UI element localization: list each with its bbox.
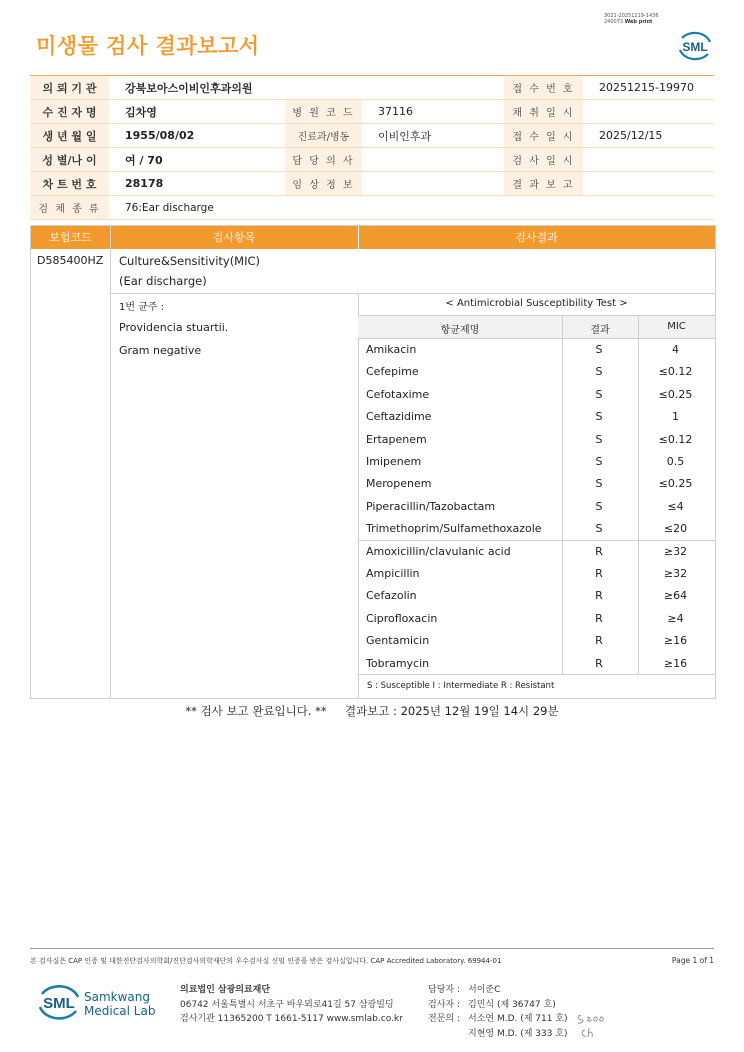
insurance-code: D585400HZ — [37, 254, 104, 267]
patient-name-label: 수 진 자 명 — [30, 100, 109, 124]
info-row — [30, 100, 714, 124]
mic-value: ≥64 — [663, 589, 688, 603]
susceptibility-result: S — [595, 455, 603, 468]
contact-info: 검사기관 11365200 T 1661-5117 www.smlab.co.kr — [180, 1014, 403, 1024]
examiner-name: 김민식 (제 36747 호) — [468, 1000, 556, 1010]
ast-column-header — [358, 316, 715, 338]
organism-name: Providencia stuartii. — [119, 321, 229, 334]
completion-text: ** 검사 보고 완료입니다. ** — [185, 704, 327, 718]
header-test-item: 검사항목 — [212, 231, 256, 244]
document-code-line2: 240073 — [604, 19, 624, 25]
drug-name: Cefepime — [366, 365, 419, 379]
result-report-value — [583, 172, 714, 196]
header-divider — [358, 226, 359, 249]
drug-name: Meropenem — [366, 477, 432, 491]
test-name: Culture&Sensitivity(MIC) — [119, 254, 261, 268]
specimen-label: 검 체 종 류 — [30, 196, 109, 220]
result-report-label: 결 과 보 고 — [504, 172, 583, 196]
drug-name: Ertapenem — [366, 432, 427, 446]
mic-value: ≤4 — [667, 499, 684, 513]
hospital-code-label: 병 원 코 드 — [285, 100, 362, 124]
sex-age-value: 여 / 70 — [109, 148, 285, 172]
ast-row — [357, 472, 714, 494]
footer-divider — [30, 948, 714, 949]
document-code — [604, 13, 659, 25]
susceptibility-result: R — [595, 567, 603, 580]
dept-label: 진료과/병동 — [285, 124, 362, 148]
ast-row — [357, 607, 714, 629]
info-row — [30, 196, 714, 220]
info-row — [30, 172, 714, 196]
doctor-label: 담 당 의 사 — [285, 148, 362, 172]
info-row — [30, 148, 714, 172]
certification-text: 본 검사실은 CAP 인증 및 대한진단검사의학회/진단검사의학재단의 우수검사실 신임 인증을 받은 검사실입니다. CAP Accredited Laboratory. 69944-01 — [30, 957, 502, 965]
ast-row — [357, 360, 714, 382]
susceptibility-result: S — [595, 522, 603, 536]
document-code-line1: 3021-20251219-1436 — [604, 13, 659, 19]
info-row — [30, 124, 714, 148]
report-title: 미생물 검사 결과보고서 — [36, 34, 260, 58]
mic-value: ≥4 — [667, 611, 684, 625]
drug-name: Piperacillin/Tazobactam — [366, 499, 496, 513]
col-drug: 항균제명 — [440, 325, 480, 336]
specialist-label: 전문의 : — [428, 1014, 460, 1024]
ast-title: < Antimicrobial Susceptibility Test > — [445, 298, 628, 309]
brand-line1: Samkwang — [84, 990, 150, 1004]
specimen-value: 76:Ear discharge — [109, 196, 714, 220]
col-mic: MIC — [667, 321, 686, 332]
specialist-2: 지현영 M.D. (제 333 호) — [468, 1029, 568, 1039]
drug-name: Trimethoprim/Sulfamethoxazole — [366, 522, 542, 536]
mic-value: 1 — [672, 410, 679, 424]
mic-value: ≥16 — [663, 634, 688, 648]
susceptibility-result: S — [595, 410, 603, 424]
ast-row — [357, 517, 714, 539]
dept-value: 이비인후과 — [362, 124, 504, 148]
ast-row — [357, 495, 714, 517]
test-date-label: 검 사 일 시 — [504, 148, 583, 172]
ast-row — [357, 629, 714, 651]
ast-row — [357, 652, 714, 674]
col-result: 결과 — [590, 325, 610, 336]
sml-logo-icon — [676, 28, 714, 64]
susceptibility-result: R — [595, 611, 603, 625]
ast-row — [357, 450, 714, 472]
org-name: 의료법인 삼광의료재단 — [180, 985, 271, 995]
chart-no-value: 28178 — [109, 172, 285, 196]
brand-name — [84, 990, 155, 1018]
examiner-label: 검사자 : — [428, 1000, 460, 1010]
doctor-value — [362, 148, 504, 172]
row-divider — [358, 674, 715, 675]
web-print-label: Web print — [624, 19, 653, 25]
susceptibility-result: R — [595, 634, 603, 648]
footer-logo-text: SML — [43, 995, 75, 1012]
ast-row — [357, 338, 714, 360]
susceptibility-result: S — [595, 343, 603, 356]
mic-value: ≤0.12 — [658, 365, 693, 379]
clinical-info-value — [362, 172, 504, 196]
header-test-result: 검사결과 — [515, 231, 558, 244]
chart-no-label: 차 트 번 호 — [30, 172, 109, 196]
organism-number: 1번 균주 : — [119, 302, 165, 313]
address: 06742 서울특별시 서초구 바우뫼로41길 57 삼광빌딩 — [180, 1000, 394, 1010]
susceptibility-result: R — [595, 656, 603, 670]
ast-row — [357, 584, 714, 606]
specialist-1: 서소연 M.D. (제 711 호) — [468, 1014, 568, 1024]
ast-legend: S : Susceptible I : Intermediate R : Resistant — [367, 681, 555, 691]
row-divider — [110, 293, 715, 294]
mic-value: ≤20 — [663, 522, 688, 536]
sex-age-label: 성 별/나 이 — [30, 148, 109, 172]
hospital-code-value: 37116 — [362, 100, 504, 124]
susceptibility-result: R — [595, 544, 603, 558]
mic-value: ≥32 — [663, 544, 688, 558]
ast-row — [357, 383, 714, 405]
patient-info-table — [30, 75, 714, 220]
birth-label: 생 년 월 일 — [30, 124, 109, 148]
ast-row — [357, 405, 714, 427]
drug-name: Imipenem — [366, 455, 422, 468]
mic-value: 4 — [672, 343, 679, 356]
logo-text: SML — [682, 40, 708, 54]
collection-date-value — [583, 100, 714, 124]
info-row — [30, 76, 714, 100]
ast-row — [357, 540, 714, 562]
susceptibility-result: S — [595, 365, 603, 379]
test-specimen: (Ear discharge) — [119, 274, 207, 288]
receipt-date-value: 2025/12/15 — [583, 124, 714, 148]
column-divider — [110, 226, 111, 698]
signature-icon — [575, 1008, 609, 1040]
drug-name: Gentamicin — [366, 634, 430, 648]
mic-value: 0.5 — [666, 455, 685, 468]
staff-label: 담당자 : — [428, 985, 460, 995]
patient-name-value: 김차영 — [109, 100, 285, 124]
drug-name: Amoxicillin/clavulanic acid — [366, 544, 511, 558]
mic-value: ≥32 — [663, 567, 688, 580]
susceptibility-result: S — [595, 477, 603, 491]
receipt-no-value: 20251215-19970 — [583, 76, 714, 100]
drug-name: Ceftazidime — [366, 410, 432, 424]
samkwang-logo-icon — [36, 980, 82, 1024]
drug-name: Amikacin — [366, 343, 417, 356]
test-date-value — [583, 148, 714, 172]
collection-date-label: 채 취 일 시 — [504, 100, 583, 124]
birth-value: 1955/08/02 — [109, 124, 285, 148]
susceptibility-result: S — [595, 432, 603, 446]
ast-row — [357, 562, 714, 584]
mic-value: ≥16 — [663, 656, 688, 670]
gram-stain: Gram negative — [119, 344, 202, 357]
receipt-date-label: 접 수 일 시 — [504, 124, 583, 148]
mic-value: ≤0.25 — [658, 387, 693, 401]
mic-value: ≤0.25 — [658, 477, 693, 491]
mic-value: ≤0.12 — [658, 432, 693, 446]
header-insurance-code: 보험코드 — [49, 231, 92, 244]
brand-line2: Medical Lab — [84, 1004, 156, 1018]
clinical-info-label: 임 상 정 보 — [285, 172, 362, 196]
drug-name: Ampicillin — [366, 567, 420, 580]
results-header — [31, 226, 715, 249]
ast-row — [357, 428, 714, 450]
susceptibility-result: R — [595, 589, 603, 603]
staff-name: 서이준C — [468, 985, 501, 995]
receipt-no-label: 접 수 번 호 — [504, 76, 583, 100]
susceptibility-result: S — [595, 387, 603, 401]
requesting-org-label: 의 뢰 기 관 — [30, 76, 109, 100]
drug-name: Ciprofloxacin — [366, 611, 438, 625]
requesting-org-value: 강북보아스이비인후과의원 — [109, 76, 504, 100]
report-time: 결과보고 : 2025년 12월 19일 14시 29분 — [344, 704, 559, 718]
completion-line — [0, 703, 744, 719]
page-number: Page 1 of 1 — [671, 956, 714, 965]
drug-name: Tobramycin — [366, 656, 430, 670]
drug-name: Cefazolin — [366, 589, 417, 603]
susceptibility-result: S — [595, 499, 603, 513]
drug-name: Cefotaxime — [366, 387, 430, 401]
